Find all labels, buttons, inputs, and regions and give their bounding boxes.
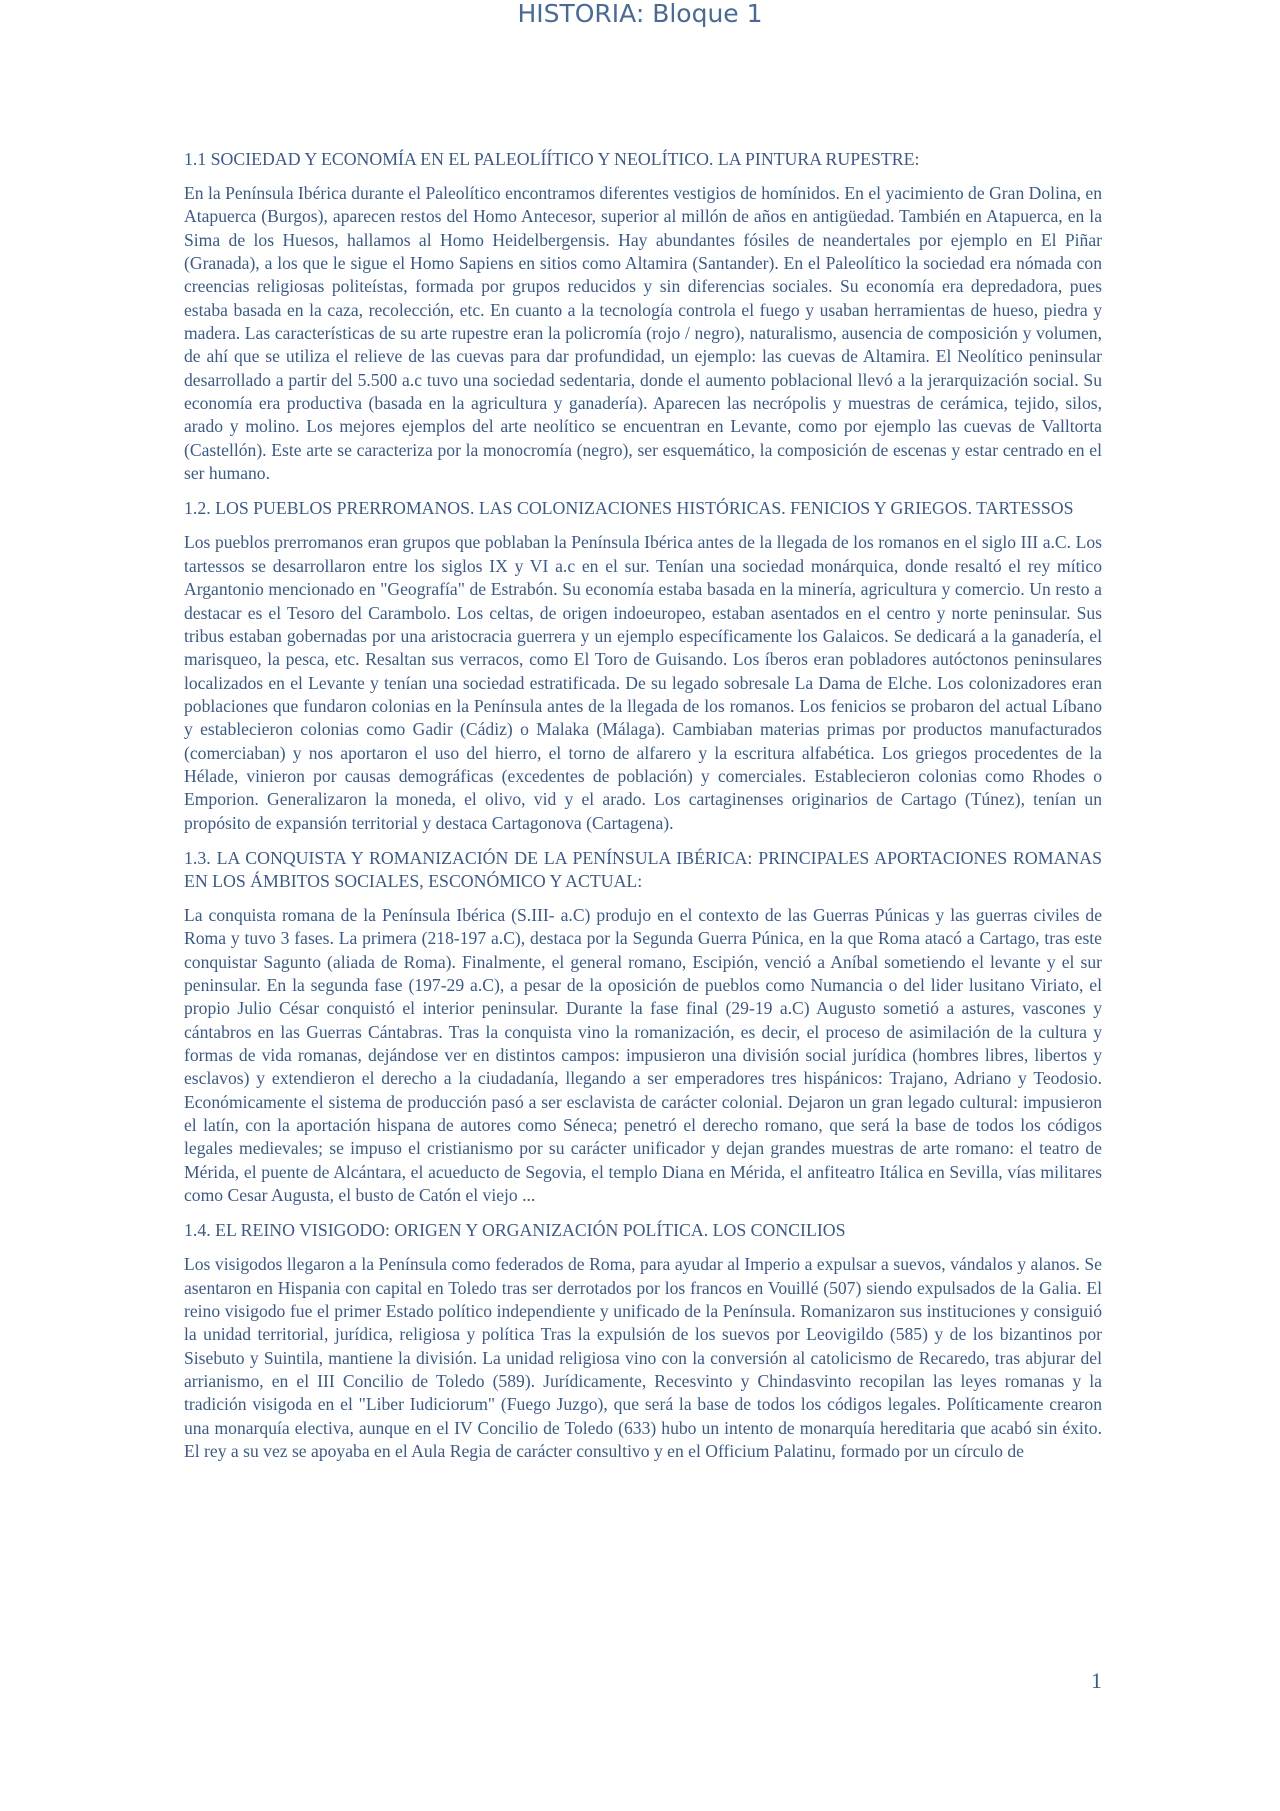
- section-paragraph: Los visigodos llegaron a la Península como federados de Roma, para ayudar al Imperio a expulsar a suevos, vándalos y alanos. Se asentaron en Hispania con capital en Toledo tras ser derrotados por los francos en Vouillé (507) siendo expulsados de la Galia. El reino visigodo fue el primer Estado político independiente y unificado de la Península. Romanizaron sus instituciones y consiguió la unidad territorial, jurídica, religiosa y política Tras la expulsión de los suevos por Leovigildo (585) y de los bizantinos por Sisebuto y Suintila, mantiene la división. La unidad religiosa vino con la conversión al catolicismo de Recaredo, tras abjurar del arrianismo, en el III Concilio de Toledo (589). Jurídicamente, Recesvinto y Chindasvinto recopilan las leyes romanas y la tradición visigoda en el "Liber Iudiciorum" (Fuego Juzgo), que será la base de todos los códigos legales. Políticamente crearon una monarquía electiva, aunque en el IV Concilio de Toledo (633) hubo un intento de monarquía hereditaria que acabó sin éxito. El rey a su vez se apoyaba en el Aula Regia de carácter consultivo y en el Officium Palatinu, formado por un círculo de: [184, 1254, 1102, 1462]
- section-heading: 1.3. LA CONQUISTA Y ROMANIZACIÓN DE LA PENÍNSULA IBÉRICA: PRINCIPALES APORTACIONES ROMANAS EN LOS ÁMBITOS SOCIALES, ESCONÓMICO Y ACTUAL:: [184, 847, 1102, 891]
- section-1-3: [184, 847, 1102, 1207]
- section-paragraph: En la Península Ibérica durante el Paleolítico encontramos diferentes vestigios de homínidos. En el yacimiento de Gran Dolina, en Atapuerca (Burgos), aparecen restos del Homo Antecesor, superior al millón de años en antigüedad. También en Atapuerca, en la Sima de los Huesos, hallamos al Homo Heidelbergensis. Hay abundantes fósiles de neandertales por ejemplo en El Piñar (Granada), a los que le sigue el Homo Sapiens en sitios como Altamira (Santander). En el Paleolítico la sociedad era nómada con creencias religiosas politeístas, formada por grupos reducidos y sin diferencias sociales. Su economía era depredadora, pues estaba basada en la caza, recolección, etc. En cuanto a la tecnología controla el fuego y usaban herramientas de hueso, piedra y madera. Las características de su arte rupestre eran la policromía (rojo / negro), naturalismo, ausencia de composición y volumen, de ahí que se utiliza el relieve de las cuevas para dar profundidad, un ejemplo: las cuevas de Altamira. El Neolítico peninsular desarrollado a partir del 5.500 a.c tuvo una sociedad sedentaria, donde el aumento poblacional llevó a la jerarquización social. Su economía era productiva (basada en la agricultura y ganadería). Aparecen las necrópolis y muestras de cerámica, tejido, silos, arado y molino. Los mejores ejemplos del arte neolítico se encuentran en Levante, como por ejemplo las cuevas de Valltorta (Castellón). Este arte se caracteriza por la monocromía (negro), ser esquemático, la composición de escenas y estar centrado en el ser humano.: [184, 183, 1102, 484]
- page-number: 1: [1091, 1668, 1102, 1693]
- section-1-1: [184, 148, 1102, 485]
- section-paragraph: La conquista romana de la Península Ibérica (S.III- a.C) produjo en el contexto de las Guerras Púnicas y las guerras civiles de Roma y tuvo 3 fases. La primera (218-197 a.C), destaca por la Segunda Guerra Púnica, en la que Roma atacó a Cartago, tras este conquistar Sagunto (aliada de Roma). Finalmente, el general romano, Escipión, venció a Aníbal sometiendo el levante y el sur peninsular. En la segunda fase (197-29 a.C), a pesar de la oposición de pueblos como Numancia o del lider lusitano Viriato, el propio Julio César conquistó el interior peninsular. Durante la fase final (29-19 a.C) Augusto sometió a astures, vascones y cántabros en las Guerras Cántabras. Tras la conquista vino la romanización, es decir, el proceso de asimilación de la cultura y formas de vida romanas, dejándose ver en distintos campos: impusieron una división social jurídica (hombres libres, libertos y esclavos) y extendieron el derecho a la ciudadanía, llegando a ser emperadores tres hispánicos: Trajano, Adriano y Teodosio. Económicamente el sistema de producción pasó a ser esclavista de carácter colonial. Dejaron un gran legado cultural: impusieron el latín, con la aportación hispana de autores como Séneca; penetró el derecho romano, que será la base de todos los códigos legales medievales; se impuso el cristianismo por su carácter unificador y dejan grandes muestras de arte romano: el teatro de Mérida, el puente de Alcántara, el acueducto de Segovia, el templo Diana en Mérida, el anfiteatro Itálica en Sevilla, vías militares como Cesar Augusta, el busto de Catón el viejo ...: [184, 904, 1102, 1206]
- section-1-2: [184, 497, 1102, 834]
- section-heading: 1.1 SOCIEDAD Y ECONOMÍA EN EL PALEOLÍÍTICO Y NEOLÍTICO. LA PINTURA RUPESTRE:: [184, 149, 920, 169]
- section-heading: 1.2. LOS PUEBLOS PRERROMANOS. LAS COLONIZACIONES HISTÓRICAS. FENICIOS Y GRIEGOS. TARTESSOS: [184, 498, 1074, 519]
- section-heading: 1.4. EL REINO VISIGODO: ORIGEN Y ORGANIZACIÓN POLÍTICA. LOS CONCILIOS: [184, 1220, 846, 1241]
- section-paragraph: Los pueblos prerromanos eran grupos que poblaban la Península Ibérica antes de la llegada de los romanos en el siglo III a.C. Los tartessos se desarrollaron entre los siglos IX y VI a.c en el sur. Tenían una sociedad monárquica, donde resaltó el rey mítico Argantonio mencionado en "Geografía" de Estrabón. Su economía estaba basada en la minería, agricultura y comercio. Un resto a destacar es el Tesoro del Carambolo. Los celtas, de origen indoeuropeo, estaban asentados en el centro y norte peninsular. Sus tribus estaban gobernadas por una aristocracia guerrera y un ejemplo específicamente los Galaicos. Se dedicará a la ganadería, el marisqueo, la pesca, etc. Resaltan sus verracos, como El Toro de Guisando. Los íberos eran pobladores autóctonos peninsulares localizados en el Levante y tenían una sociedad estratificada. De su legado sobresale La Dama de Elche. Los colonizadores eran poblaciones que fundaron colonias en la Península antes de la llegada de los romanos. Los fenicios se probaron del actual Líbano y establecieron colonias como Gadir (Cádiz) o Malaka (Málaga). Cambiaban materias primas por productos manufacturados (comerciaban) y nos aportaron el uso del hierro, el torno de alfarero y la escritura alfabética. Los griegos procedentes de la Hélade, vinieron por causas demográficas (excedentes de población) y comerciales. Establecieron colonias como Rhodes o Emporion. Generalizaron la moneda, el olivo, vid y el arado. Los cartaginenses originarios de Cartago (Túnez), tenían un propósito de expansión territorial y destaca Cartagonova (Cartagena).: [184, 532, 1102, 833]
- document-header-title: HISTORIA: Bloque 1: [517, 0, 763, 28]
- section-1-4: [184, 1219, 1102, 1463]
- document-body: [184, 148, 1102, 1476]
